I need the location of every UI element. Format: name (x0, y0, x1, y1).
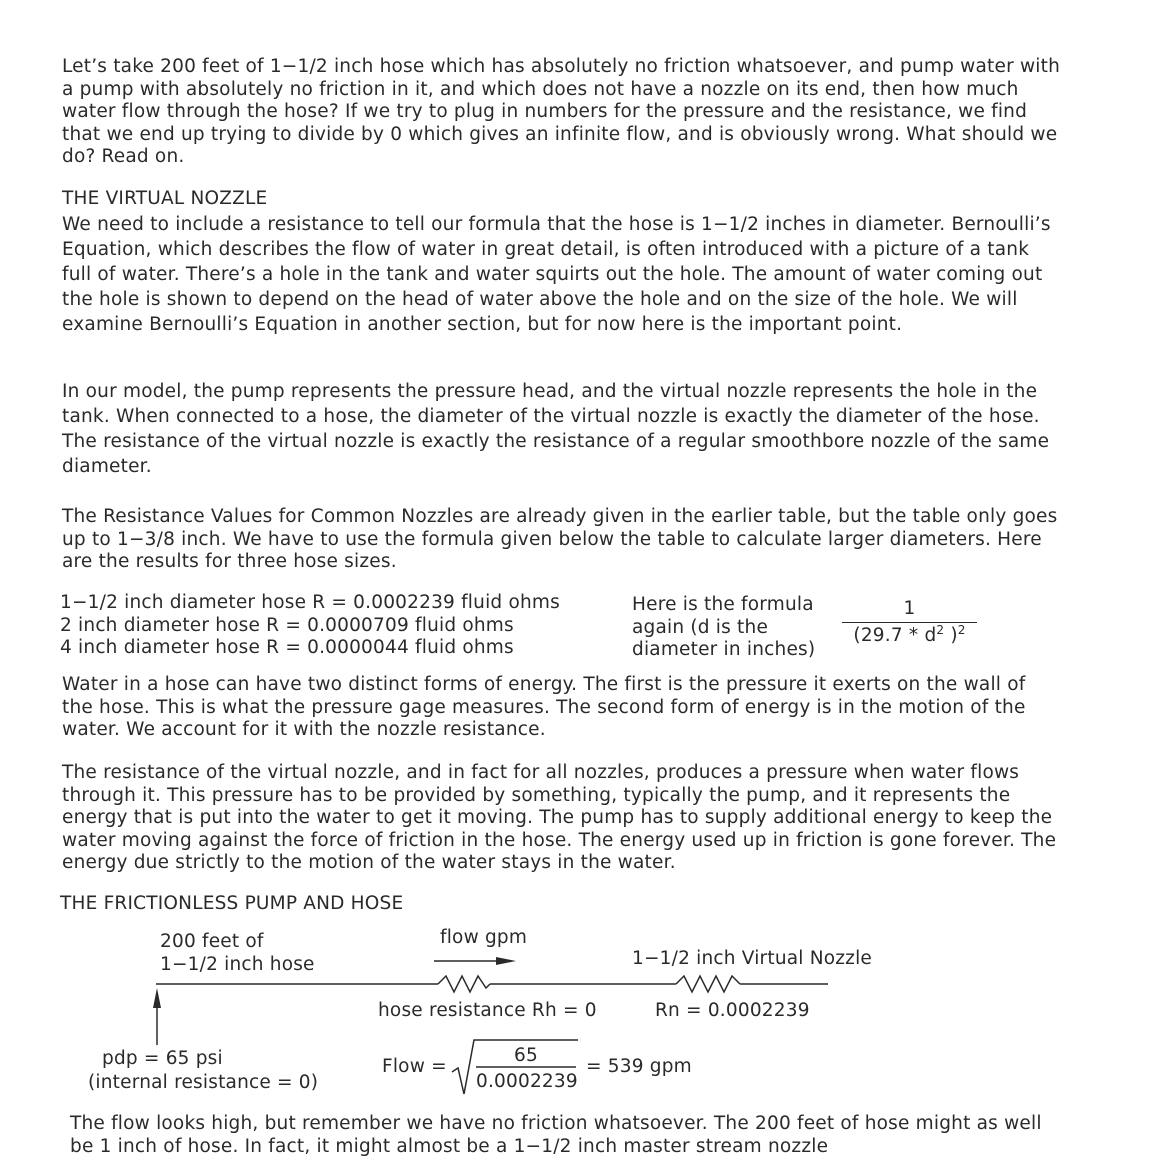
nozzle-resistance-label: Rn = 0.0002239 (655, 1000, 810, 1021)
internal-resistance-label: (internal resistance = 0) (88, 1072, 319, 1093)
virtual-nozzle-heading: THE VIRTUAL NOZZLE (62, 188, 268, 209)
intro-paragraph: Let’s take 200 feet of 1−1/2 inch hose which has absolutely no friction whatsoever, and pump water with a pump with absolutely no friction in it, and which does not have a nozzle on its end, then how much water flow through the hose? If we try to plug in numbers for the pressure and the resistance, we find that we end up trying to divide by 0 which gives an infinite flow, and is obviously wrong. What should we do? Read on. (62, 56, 1061, 167)
nozzle-label: 1−1/2 inch Virtual Nozzle (632, 948, 872, 969)
hose-label-line-1: 200 feet of (160, 931, 264, 952)
virtual-nozzle-paragraph-1: We need to include a resistance to tell our formula that the hose is 1−1/2 inches in diameter. Bernoulli’s Equation, which describes the flow of water in great detail, is often introduced with a picture of a tank full of water. There’s a hole in the tank and water squirts out the hole. The amount of water coming out the hole is shown to depend on the head of water above the hole and on the size of the hole. We will examine Bernoulli’s Equation in another section, but for now here is the important point. (62, 214, 1051, 335)
flow-result: = 539 gpm (586, 1056, 692, 1077)
hose-resistance-label: hose resistance Rh = 0 (378, 1000, 597, 1021)
hose-resistor-zigzag (438, 976, 490, 992)
nozzle-pressure-paragraph: The resistance of the virtual nozzle, and in fact for all nozzles, produces a pressure when water flows through it. This pressure has to be provided by something, typically the pump, and it represents the energy that is put into the water to get it moving. The pump has to supply additional energy to keep the water moving against the force of friction in the hose. The energy used up in friction is gone forever. The energy due strictly to the motion of the water stays in the water. (62, 762, 1057, 873)
hose-row-2: 2 inch diameter hose R = 0.0000709 fluid ohms (60, 614, 514, 636)
flow-label: flow gpm (440, 927, 528, 948)
hose-row-1-5: 1−1/2 inch diameter hose R = 0.0002239 fluid ohms (60, 592, 560, 613)
nozzle-resistor-zigzag (676, 976, 740, 992)
conclusion-paragraph: The flow looks high, but remember we have no friction whatsoever. The 200 feet of hose might as well be 1 inch of hose. In fact, it might almost be a 1−1/2 inch master stream nozzle (70, 1113, 1042, 1157)
flow-equation-prefix: Flow = (382, 1056, 447, 1077)
hose-row-4: 4 inch diameter hose R = 0.0000044 fluid ohms (60, 637, 514, 658)
pump-arrow-head (153, 988, 161, 1008)
energy-forms-paragraph: Water in a hose can have two distinct forms of energy. The first is the pressure it exerts on the wall of the hose. This is what the pressure gage measures. The second form of energy is in the motion of the water. We account for it with the nozzle resistance. (62, 674, 1026, 740)
frictionless-heading: THE FRICTIONLESS PUMP AND HOSE (60, 893, 404, 914)
virtual-nozzle-paragraph-2: In our model, the pump represents the pressure head, and the virtual nozzle represents the hole in the tank. When connected to a hose, the diameter of the virtual nozzle is exactly the diameter of the hose. The resistance of the virtual nozzle is exactly the resistance of a regular smoothbore nozzle of the same diameter. (62, 381, 1050, 477)
formula-numerator: 1 (842, 598, 977, 623)
flow-denominator: 0.0002239 (476, 1071, 578, 1092)
flow-numerator: 65 (514, 1045, 538, 1066)
formula-note: Here is the formula again (d is the diameter in inches) (632, 594, 816, 660)
resistance-values-paragraph: The Resistance Values for Common Nozzles are already given in the earlier table, but the table only goes up to 1−3/8 inch. We have to use the formula given below the table to calculate larger diameters. Here are the results for three hose sizes. (62, 506, 1058, 572)
formula-denominator: ($29.7 * d^2$ )$^2$ (853, 622, 966, 646)
flow-arrow-head (496, 957, 516, 965)
hose-label-line-2: 1−1/2 inch hose (160, 954, 315, 975)
pdp-label: pdp = 65 psi (102, 1048, 223, 1069)
